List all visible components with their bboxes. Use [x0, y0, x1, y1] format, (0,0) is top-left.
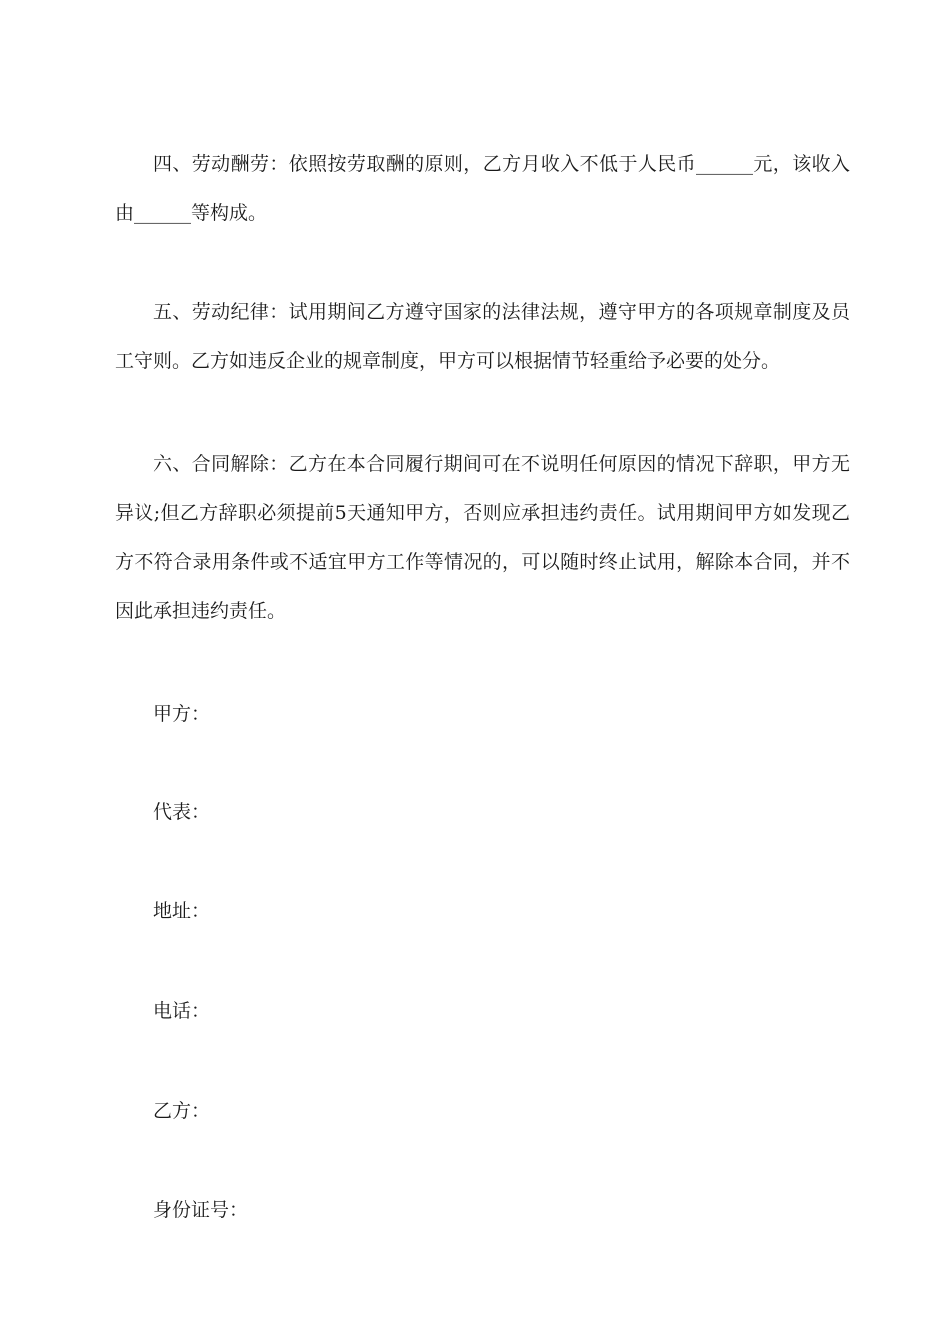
clause-termination: 六、合同解除：乙方在本合同履行期间可在不说明任何原因的情况下辞职，甲方无异议;但乙方辞职必须提前5天通知甲方，否则应承担违约责任。试用期间甲方如发现乙方不符合录用条件或不适宜甲方工作等情况的，可以随时终止试用，解除本合同，并不因此承担违约责任。	[115, 453, 850, 622]
representative-label: 代表：	[153, 801, 211, 823]
address-label: 地址：	[153, 900, 211, 922]
clause-discipline: 五、劳动纪律：试用期间乙方遵守国家的法律法规，遵守甲方的各项规章制度及员工守则。乙方如违反企业的规章制度，甲方可以根据情节轻重给予必要的处分。	[115, 301, 850, 372]
phone-label: 电话：	[153, 1000, 211, 1022]
party-b-label: 乙方：	[153, 1100, 211, 1122]
clause-remuneration: 四、劳动酬劳：依照按劳取酬的原则，乙方月收入不低于人民币______元，该收入由______等构成。	[115, 153, 850, 224]
id-number-label: 身份证号：	[153, 1199, 249, 1221]
party-a-label: 甲方：	[153, 703, 211, 725]
